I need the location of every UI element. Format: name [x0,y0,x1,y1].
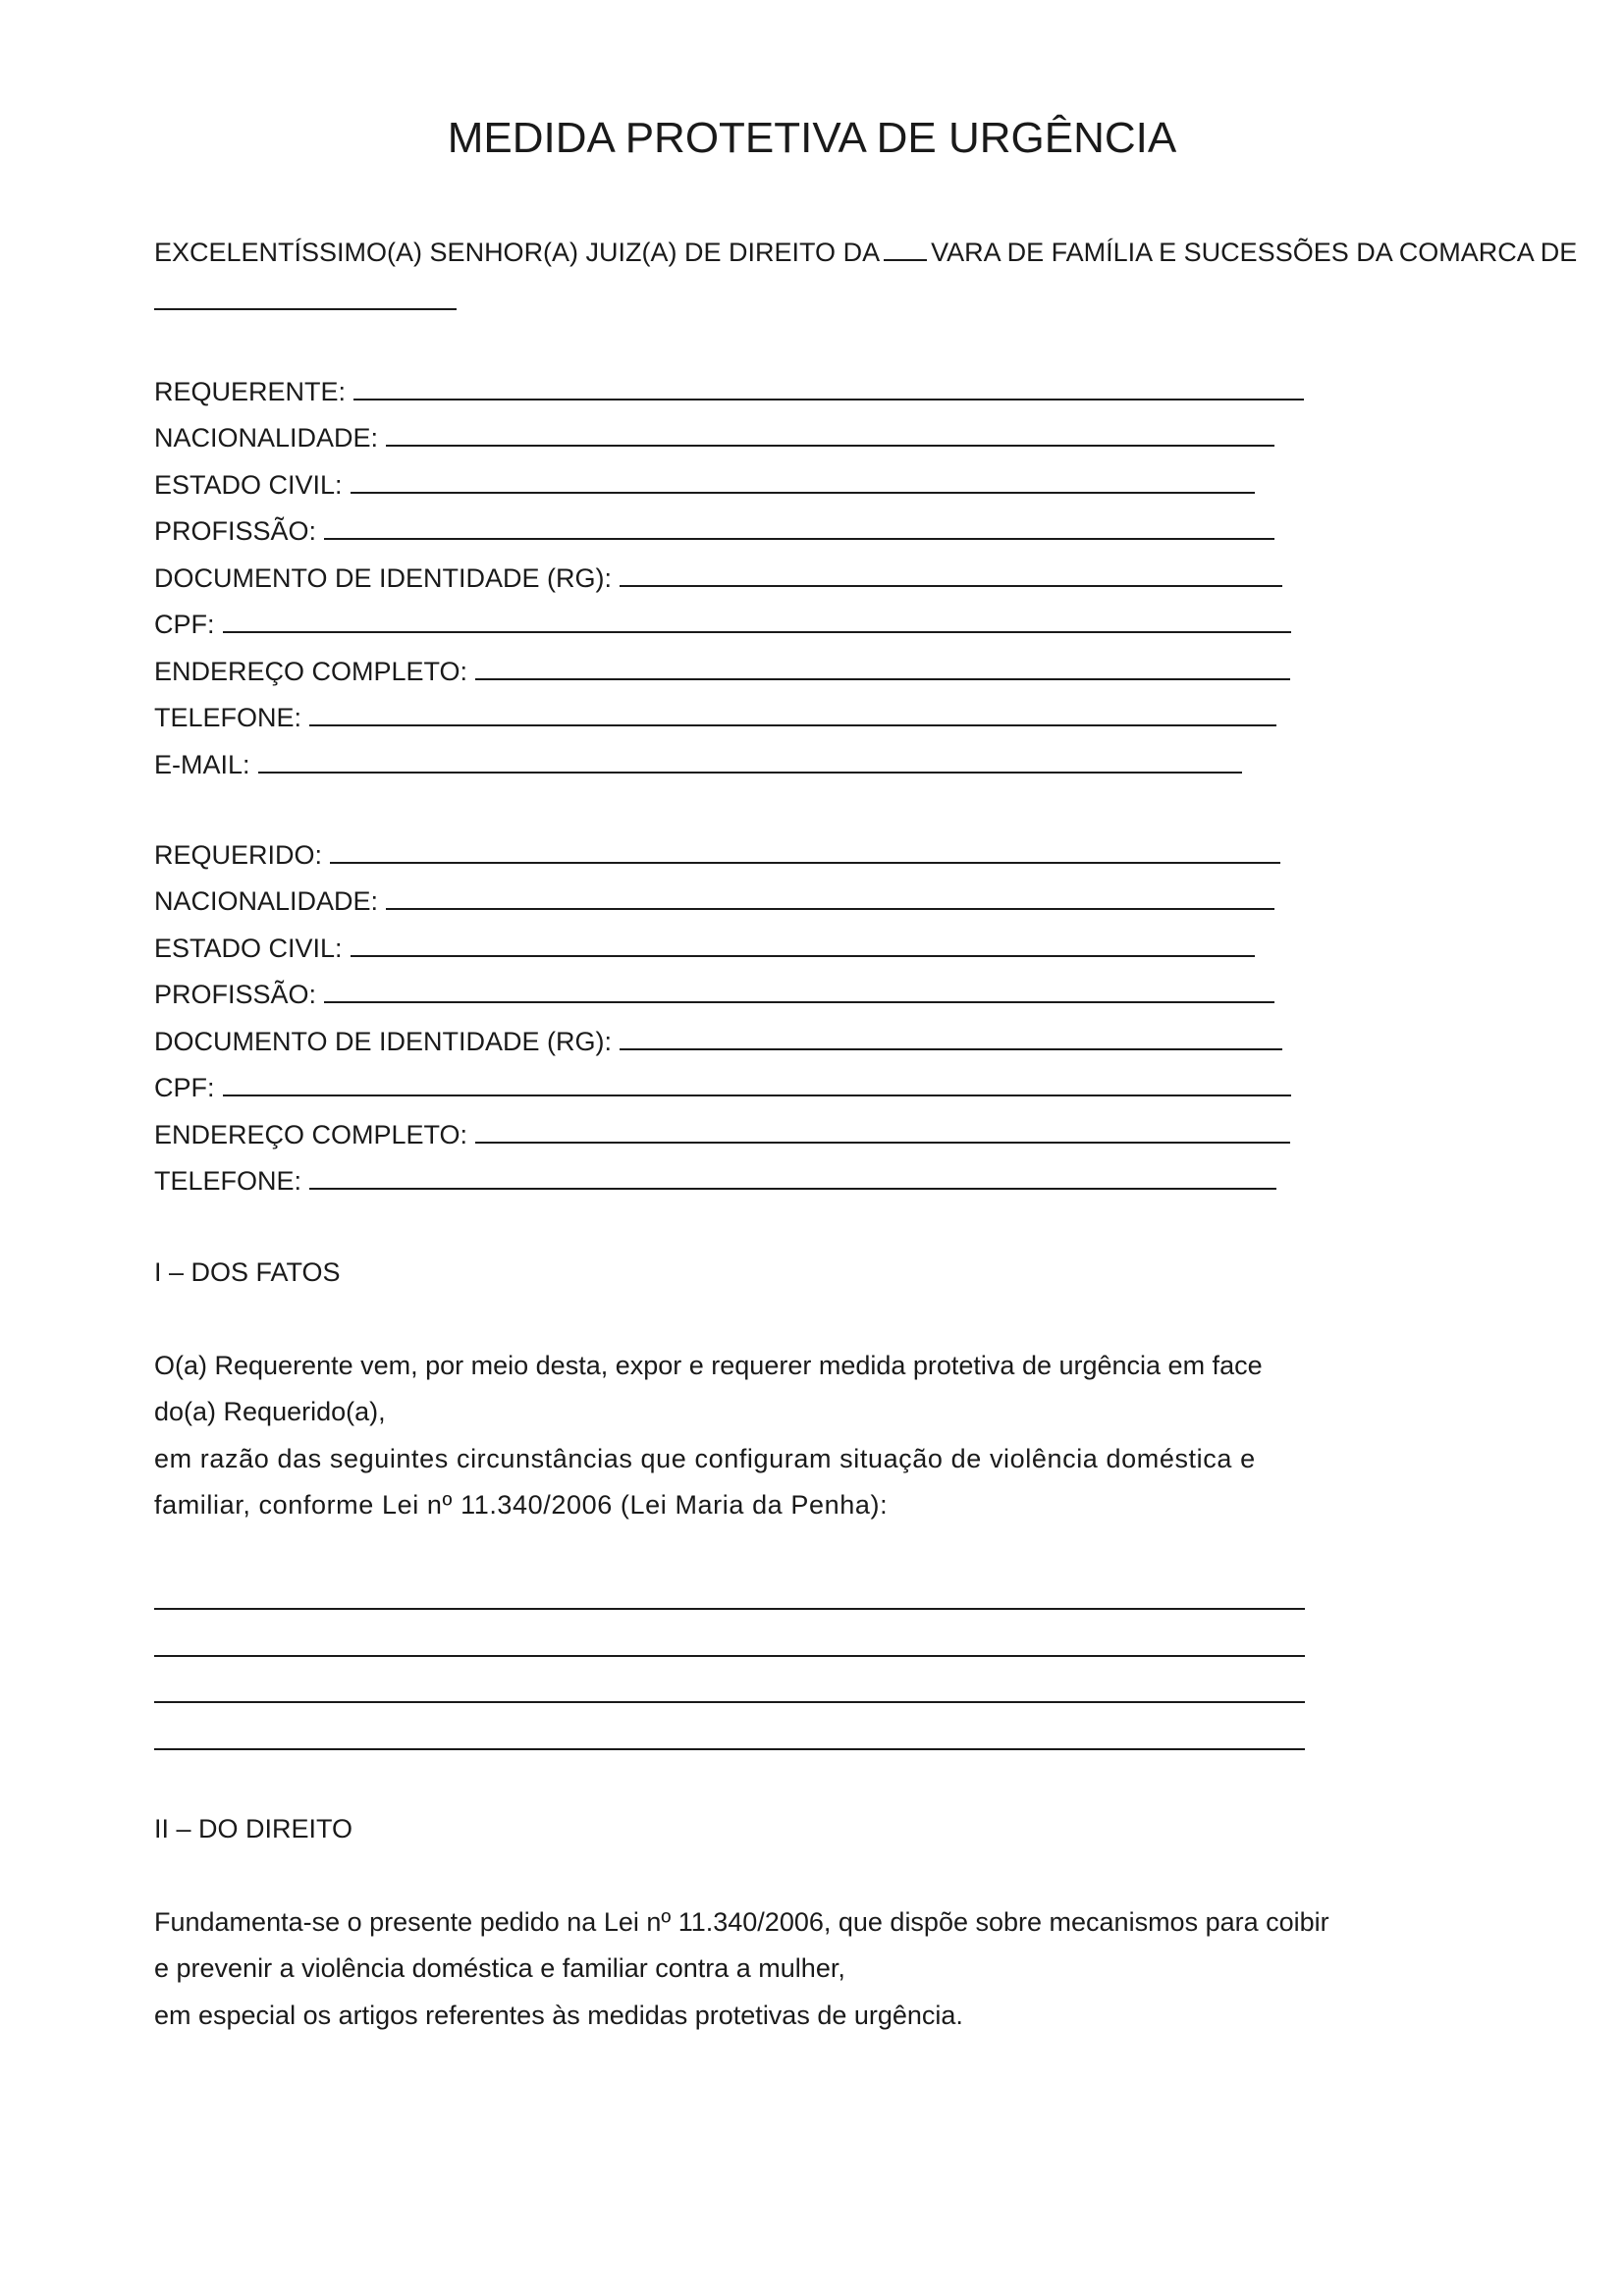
requerido-nacionalidade-field: NACIONALIDADE: [154,884,1274,918]
requerido-endereco-blank[interactable] [475,1141,1290,1144]
requerido-cpf-blank[interactable] [223,1094,1291,1096]
court-address-line [154,236,1624,269]
court-address-part1: EXCELENTÍSSIMO(A) SENHOR(A) JUIZ(A) DE DIREITO DA [154,238,881,267]
court-address-part2: VARA DE FAMÍLIA E SUCESSÕES DA COMARCA DE [931,238,1578,267]
fatos-blank-line[interactable] [154,1655,1305,1657]
comarca-blank[interactable] [154,308,457,310]
fatos-paragraph-line: do(a) Requerido(a), [154,1397,386,1426]
requerente-nacionalidade-field: NACIONALIDADE: [154,421,1274,454]
requerente-email-field: E-MAIL: [154,748,1242,781]
requerente-email-blank[interactable] [258,771,1242,774]
direito-paragraph-line: e prevenir a violência doméstica e familiar contra a mulher, [154,1953,845,1983]
requerido-cpf-field: CPF: [154,1071,1291,1104]
requerente-telefone-field: TELEFONE: [154,701,1276,734]
requerente-cpf-blank[interactable] [223,630,1291,633]
requerente-rg-field: DOCUMENTO DE IDENTIDADE (RG): [154,561,1282,595]
requerente-field: REQUERENTE: [154,375,1304,408]
requerente-endereco-blank[interactable] [475,677,1290,680]
direito-heading: II – DO DIREITO [154,1814,353,1843]
requerente-cpf-field: CPF: [154,608,1291,641]
requerido-telefone-field: TELEFONE: [154,1164,1276,1198]
requerido-telefone-blank[interactable] [309,1187,1276,1190]
requerente-blank[interactable] [353,398,1304,400]
direito-paragraph-line: Fundamenta-se o presente pedido na Lei nº 11.340/2006, que dispõe sobre mecanismos para coibir [154,1907,1329,1937]
requerido-estado-civil-field: ESTADO CIVIL: [154,932,1255,965]
requerido-endereco-field: ENDEREÇO COMPLETO: [154,1118,1290,1151]
requerido-profissao-blank[interactable] [324,1000,1274,1003]
requerente-profissao-field: PROFISSÃO: [154,514,1274,548]
requerido-rg-blank[interactable] [620,1047,1282,1050]
requerido-rg-field: DOCUMENTO DE IDENTIDADE (RG): [154,1025,1282,1058]
requerente-estado-civil-field: ESTADO CIVIL: [154,468,1255,502]
fatos-blank-line[interactable] [154,1701,1305,1703]
requerido-nacionalidade-blank[interactable] [386,907,1274,910]
fatos-paragraph-line: em razão das seguintes circunstâncias que configuram situação de violência doméstica e [154,1444,1256,1473]
requerente-rg-blank[interactable] [620,584,1282,587]
requerente-nacionalidade-blank[interactable] [386,444,1274,447]
requerido-blank[interactable] [330,861,1280,864]
fatos-heading: I – DOS FATOS [154,1257,341,1287]
fatos-blank-line[interactable] [154,1608,1305,1610]
fatos-blank-line[interactable] [154,1748,1305,1750]
requerente-profissao-blank[interactable] [324,537,1274,540]
requerente-endereco-field: ENDEREÇO COMPLETO: [154,655,1290,688]
requerido-estado-civil-blank[interactable] [351,954,1255,957]
fatos-paragraph-line: familiar, conforme Lei nº 11.340/2006 (Lei Maria da Penha): [154,1490,889,1520]
fatos-paragraph-line: O(a) Requerente vem, por meio desta, expor e requerer medida protetiva de urgência em face [154,1351,1263,1380]
direito-paragraph-line: em especial os artigos referentes às medidas protetivas de urgência. [154,2001,963,2030]
requerido-profissao-field: PROFISSÃO: [154,978,1274,1011]
vara-number-blank[interactable] [884,258,927,261]
document-title: MEDIDA PROTETIVA DE URGÊNCIA [447,114,1177,162]
requerido-field: REQUERIDO: [154,838,1280,872]
requerente-telefone-blank[interactable] [309,723,1276,726]
requerente-estado-civil-blank[interactable] [351,491,1255,494]
